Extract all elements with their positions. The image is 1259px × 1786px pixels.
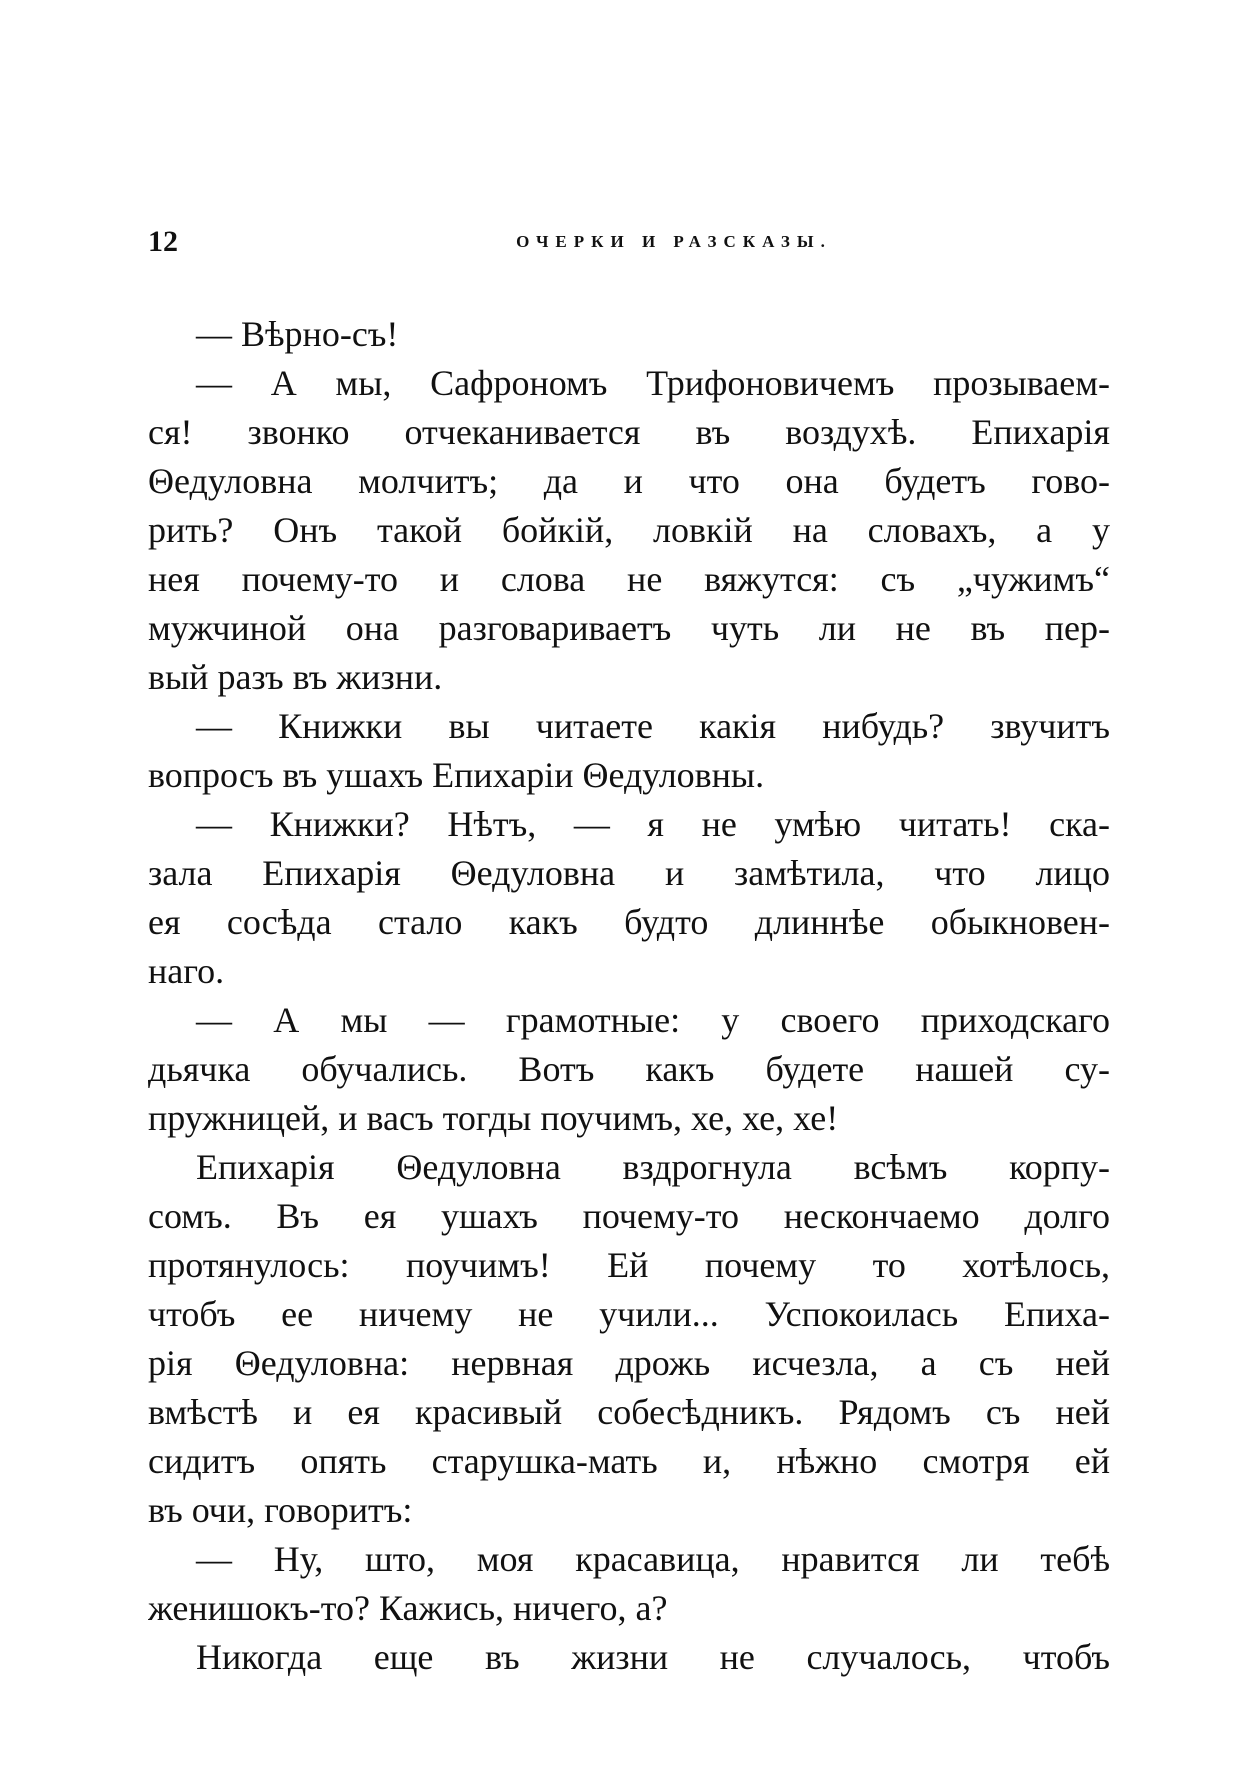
text-line: нея почему-то и слова не вяжутся: съ „чужимъ“ [148, 559, 1110, 599]
text-line: вопросъ въ ушахъ Епихаріи Θедуловны. [148, 755, 765, 795]
text-line: протянулось: поучимъ! Ей почему то хотѣлось, [148, 1245, 1110, 1285]
text-line: Никогда еще въ жизни не случалось, чтобъ [196, 1637, 1110, 1677]
text-line: Θедуловна молчитъ; да и что она будетъ гово- [148, 461, 1110, 501]
text-line: въ очи, говоритъ: [148, 1490, 413, 1530]
text-line: чтобъ ее ничему не учили... Успокоилась Епиха- [148, 1294, 1110, 1334]
text-line: рить? Онъ такой бойкій, ловкій на словахъ, а у [148, 510, 1110, 550]
text-line: зала Епихарія Θедуловна и замѣтила, что лицо [148, 853, 1110, 893]
text-line: Епихарія Θедуловна вздрогнула всѣмъ корпу- [196, 1147, 1110, 1187]
text-line: — Книжки? Нѣтъ, — я не умѣю читать! ска- [196, 804, 1110, 844]
text-line: рія Θедуловна: нервная дрожь исчезла, а съ ней [148, 1343, 1110, 1383]
text-line: сидитъ опять старушка-мать и, нѣжно смотря ей [148, 1441, 1110, 1481]
running-head [148, 222, 1110, 262]
text-line: женишокъ-то? Кажись, ничего, а? [148, 1588, 668, 1628]
text-line: — Ну, што, моя красавица, нравится ли тебѣ [196, 1539, 1110, 1579]
text-line: — А мы — грамотные: у своего приходскаго [196, 1000, 1110, 1040]
text-line: наго. [148, 951, 225, 991]
text-line: мужчиной она разговариваетъ чуть ли не въ пер- [148, 608, 1110, 648]
text-line: ся! звонко отчеканивается въ воздухѣ. Епихарія [148, 412, 1110, 452]
text-line: сомъ. Въ ея ушахъ почему-то нескончаемо долго [148, 1196, 1110, 1236]
text-line: вый разъ въ жизни. [148, 657, 443, 697]
text-line: дьячка обучались. Вотъ какъ будете нашей су- [148, 1049, 1110, 1089]
page-number: 12 [148, 225, 178, 258]
text-line: — Книжки вы читаете какія нибудь? звучитъ [196, 706, 1110, 746]
text-line: вмѣстѣ и ея красивый собесѣдникъ. Рядомъ съ ней [148, 1392, 1110, 1432]
text-line: пружницей, и васъ тогды поучимъ, хе, хе, хе! [148, 1098, 839, 1138]
body-text [148, 310, 1110, 1682]
text-line: ея сосѣда стало какъ будто длиннѣе обыкновен- [148, 902, 1110, 942]
text-line: — Вѣрно-съ! [196, 314, 399, 354]
text-line: — А мы, Сафрономъ Трифоновичемъ прозываем- [196, 363, 1110, 403]
running-title: ОЧЕРКИ И РАЗСКАЗЫ. [516, 232, 832, 251]
